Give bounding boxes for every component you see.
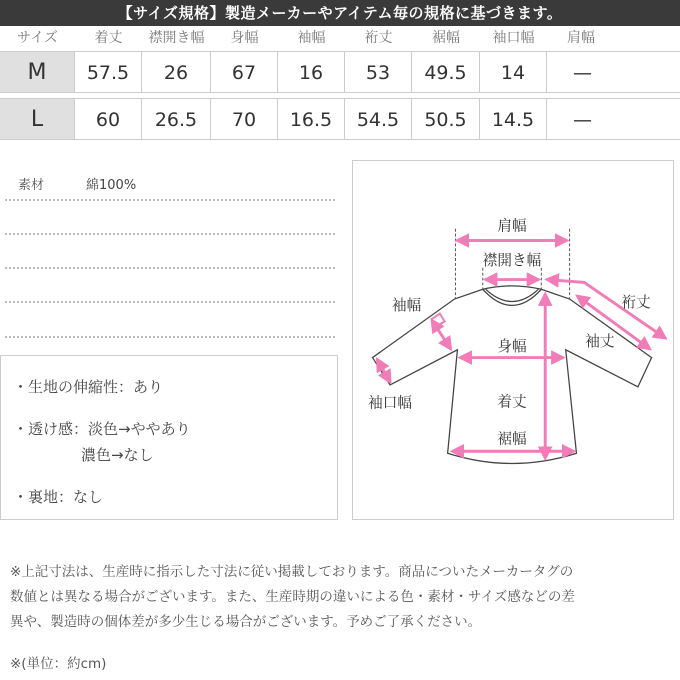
material-label: 素材: [18, 178, 45, 193]
lining-note: ・裏地：なし: [13, 488, 104, 506]
col-header: 身幅: [230, 30, 259, 46]
material-row: [18, 174, 137, 193]
sheer-note-dark: 濃色→なし: [81, 446, 154, 464]
divider: [5, 267, 335, 269]
table-row: [0, 51, 680, 93]
table-cell: 57.5: [75, 52, 142, 92]
label-body-width: 身幅: [497, 337, 527, 355]
table-cell: —: [573, 109, 592, 131]
label-length: 着丈: [497, 393, 527, 411]
col-header: 着丈: [94, 30, 123, 46]
col-header: 裾幅: [432, 30, 460, 46]
table-row: [0, 98, 680, 140]
fabric-features-box: [0, 355, 338, 520]
label-sleeve-length: 袖丈: [585, 332, 615, 350]
col-header: サイズ: [17, 30, 58, 46]
table-cell: 60: [75, 99, 142, 139]
table-cell: 26.5: [142, 99, 211, 139]
shirt-diagram: [353, 161, 675, 521]
col-header: 袖幅: [297, 30, 326, 46]
size-table-header: [0, 26, 680, 50]
table-cell: 14: [480, 52, 547, 92]
stretch-note: ・生地の伸縮性：あり: [13, 378, 164, 396]
divider: [5, 336, 335, 338]
table-cell: 53: [345, 52, 412, 92]
divider: [5, 233, 335, 235]
table-cell: 54.5: [345, 99, 412, 139]
size-cell: M: [0, 52, 75, 92]
table-cell: 14.5: [480, 99, 547, 139]
label-yuki: 裄丈: [621, 293, 651, 311]
material-value: 綿100%: [86, 178, 137, 193]
measurement-diagram: [352, 160, 674, 520]
table-cell: 70: [211, 99, 278, 139]
table-cell: 67: [211, 52, 278, 92]
footer-note: 異や、製造時の個体差が多少生じる場合がございます。予めご了承ください。: [10, 614, 482, 630]
footer-note: ※上記寸法は、生産時に指示した寸法に従い掲載しております。商品についたメーカータグの: [10, 564, 574, 580]
col-header: 袖口幅: [492, 30, 535, 46]
table-cell: 16.5: [278, 99, 345, 139]
table-cell: 50.5: [412, 99, 480, 139]
divider: [5, 301, 335, 303]
label-cuff: 袖口幅: [368, 394, 413, 412]
sheer-note: ・透け感：淡色→ややあり: [13, 420, 191, 438]
col-header: 襟開き幅: [148, 30, 205, 46]
table-cell: 49.5: [412, 52, 480, 92]
col-header: 肩幅: [567, 30, 595, 46]
size-cell: L: [0, 99, 75, 139]
divider: [5, 199, 335, 201]
label-sleeve-width: 袖幅: [392, 296, 422, 314]
label-hem: 裾幅: [497, 430, 527, 448]
footer-note: 数値とは異なる場合がございます。また、生産時期の違いによる色・素材・サイズ感などの差: [10, 589, 575, 605]
col-header: 裄丈: [364, 30, 393, 46]
table-cell: 16: [278, 52, 345, 92]
table-cell: 26: [142, 52, 211, 92]
table-cell: —: [573, 62, 592, 84]
unit-note: ※(単位：約cm): [10, 656, 107, 672]
label-neck: 襟開き幅: [482, 251, 542, 269]
size-spec-banner: 【サイズ規格】製造メーカーやアイテム毎の規格に基づきます。: [0, 0, 680, 26]
label-shoulder: 肩幅: [497, 217, 527, 235]
